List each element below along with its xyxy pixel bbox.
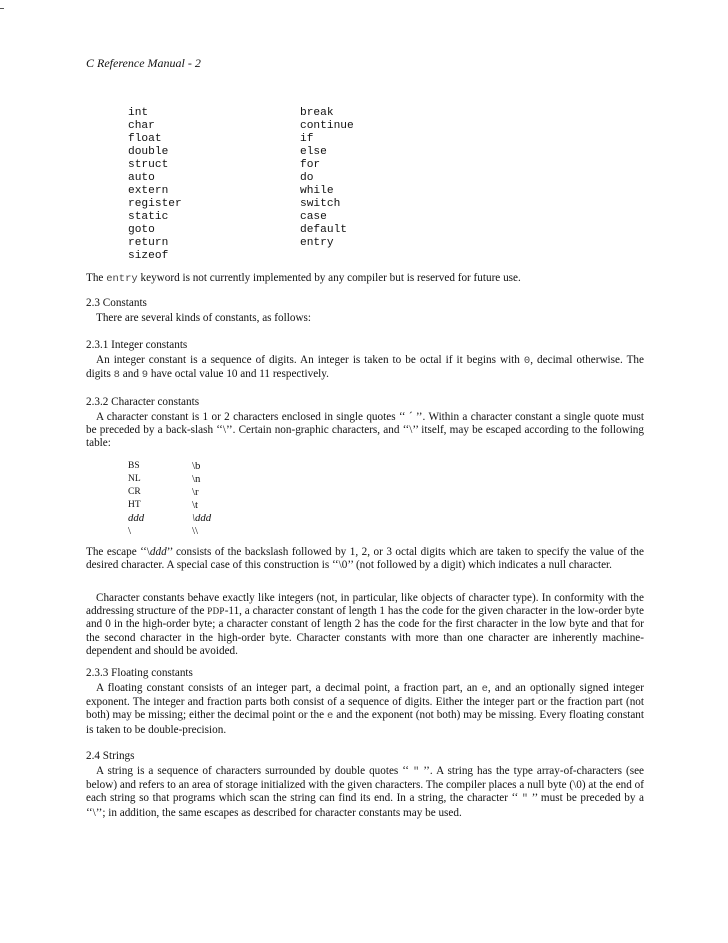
entry-note-post: keyword is not currently implemented by any compiler but is reserved for future use. — [137, 272, 521, 284]
text: The escape ‘‘\ — [86, 546, 150, 558]
text: ’’ must be preceded by a ‘‘\’’; in addition, the same escapes as described for character constants may be used. — [86, 792, 644, 819]
keyword-column-1 — [128, 107, 182, 263]
text: ’’. A string has the type array-of-characters (see below) and refers to an area of storage initialized with the given characters. The compiler places a null byte (\0) at the end of each string so that programs which scan the string can find its end. In a string, the character ‘‘ — [86, 765, 644, 805]
code-e: e — [326, 710, 334, 723]
keyword-struct: struct — [128, 159, 169, 171]
keyword-register: register — [128, 198, 182, 210]
keyword-while: while — [300, 185, 334, 197]
text: have octal value 10 and 11 respectively. — [148, 368, 329, 381]
pdp-smallcaps: PDP — [207, 606, 225, 617]
keyword-else: else — [300, 146, 327, 158]
section-2-3-body: There are several kinds of constants, as follows: — [96, 312, 311, 324]
section-2-3-1-body — [86, 354, 644, 382]
keyword-double: double — [128, 146, 169, 158]
text: Character constants behave exactly like integers (not, in particular, like objects of character type). In conformity with the addressing structure of the — [86, 592, 644, 618]
section-2-4-body — [86, 765, 644, 820]
keyword-case: case — [300, 211, 327, 223]
keyword-if: if — [300, 133, 314, 145]
keyword-default: default — [300, 224, 347, 236]
escape-row — [128, 525, 252, 538]
escape-row — [128, 512, 252, 525]
text: and the exponent (not both) may be missing. Every floating constant is taken to be double-precision. — [86, 709, 644, 736]
keyword-return: return — [128, 237, 169, 249]
escape-name: ddd — [128, 512, 145, 524]
escape-code: \n — [192, 473, 201, 485]
escape-table — [128, 460, 252, 538]
text: A string is a sequence of characters surrounded by double quotes ‘‘ — [96, 765, 413, 777]
keyword-extern: extern — [128, 185, 169, 197]
text: and — [119, 368, 142, 381]
escape-name: CR — [128, 487, 141, 497]
escape-name: NL — [128, 474, 141, 484]
section-2-3-2-intro: A character constant is 1 or 2 characters enclosed in single quotes ‘‘ ´ ’’. Within a character constant a single quote must be preceded by a back-slash ‘‘\’’. Certain non-graphic characters, and ‘‘\’’ itself, may be escaped according to the following table: — [86, 411, 644, 450]
escape-code: \\ — [192, 525, 198, 537]
keyword-goto: goto — [128, 224, 155, 236]
keyword-switch: switch — [300, 198, 341, 210]
section-2-3-1-title: 2.3.1 Integer constants — [86, 339, 188, 351]
code-nine: 9 — [141, 369, 149, 382]
escape-row — [128, 499, 252, 512]
text: An integer constant is a sequence of digits. An integer is taken to be octal if it begins with — [96, 354, 524, 366]
keyword-do: do — [300, 172, 314, 184]
escape-code: \ddd — [192, 512, 212, 524]
ddd-italic: ddd — [149, 546, 167, 558]
keyword-int: int — [128, 107, 149, 119]
escape-row — [128, 473, 252, 486]
text: -11, a character constant of length 1 has the code for the given character in the low-order byte and 0 in the high-order byte; a character constant of length 2 has the code for the first character in the low byte and that for the second character in the high-order byte. Character constants with more than one character are inherently machine-dependent and should be avoided. — [86, 605, 645, 657]
keyword-sizeof: sizeof — [128, 250, 169, 262]
double-quote-glyph: " — [412, 766, 420, 778]
entry-note-pre: The — [86, 272, 107, 284]
text: , decimal otherwise. The digits — [86, 354, 644, 381]
code-eight: 8 — [113, 369, 120, 382]
text: ’’ consists of the backslash followed by 1, 2, or 3 octal digits which are taken to specify the value of the desired character. A special case of this construction is ‘‘\0’’ (not followed by a digit) which indicates a null character. — [86, 546, 644, 572]
keyword-float: float — [128, 133, 162, 145]
escape-row — [128, 460, 252, 473]
section-2-3-3-title: 2.3.3 Floating constants — [86, 667, 193, 679]
section-2-3-3-body — [86, 682, 644, 737]
double-quote-glyph: " — [521, 793, 529, 806]
keyword-for: for — [300, 159, 321, 171]
escape-code: \b — [192, 460, 201, 472]
escape-code: \r — [192, 486, 199, 498]
keyword-static: static — [128, 211, 169, 223]
escape-code: \t — [192, 499, 198, 511]
section-2-4-title: 2.4 Strings — [86, 750, 135, 762]
text: , and an optionally signed integer exponent. The integer and fraction parts both consist of a sequence of digits. Either the integer part or the fraction part (not both) may be missing; either the decimal point or the — [86, 682, 644, 722]
section-2-3-2-title: 2.3.2 Character constants — [86, 396, 200, 408]
keyword-continue: continue — [300, 120, 354, 132]
escape-name: BS — [128, 461, 140, 471]
code-e: e — [481, 683, 488, 695]
entry-keyword: entry — [106, 273, 138, 285]
escape-name: HT — [128, 500, 141, 510]
keyword-auto: auto — [128, 172, 155, 184]
escape-ddd-paragraph — [86, 546, 644, 572]
section-2-3-title: 2.3 Constants — [86, 297, 147, 309]
character-behavior-paragraph — [86, 592, 644, 658]
page-header: C Reference Manual - 2 — [86, 56, 201, 70]
code-zero: 0 — [523, 355, 531, 367]
escape-name: \ — [128, 525, 131, 537]
keyword-column-2 — [300, 107, 354, 250]
text: A floating constant consists of an integer part, a decimal point, a fraction part, an — [96, 682, 482, 694]
keyword-break: break — [300, 107, 334, 119]
escape-row — [128, 486, 252, 499]
page-edge-mark — [0, 8, 4, 9]
entry-note — [86, 272, 644, 286]
keyword-entry: entry — [300, 237, 334, 249]
keyword-char: char — [128, 120, 155, 132]
